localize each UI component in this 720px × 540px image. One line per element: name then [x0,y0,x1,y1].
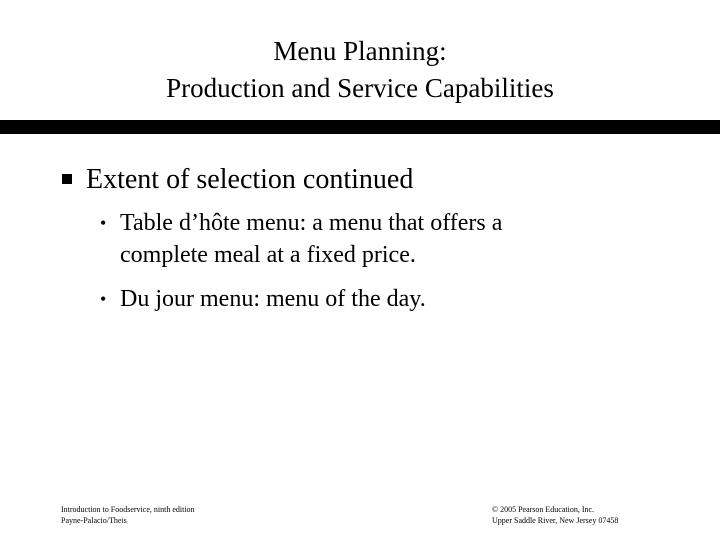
title-divider [0,120,720,134]
square-bullet-icon [62,174,72,184]
sub-bullet-text-line-2: complete meal at a fixed price. [120,242,416,268]
footer-address: Upper Saddle River, New Jersey 07458 [492,516,619,525]
slide-title [0,33,720,107]
main-bullet-text: Extent of selection continued [86,164,414,195]
sub-bullet-text-line-1: Table d’hôte menu: a menu that offers a [120,210,503,236]
slide-title-line-1: Menu Planning: [273,36,447,66]
footer-left [61,504,195,526]
footer-right [492,504,618,526]
round-bullet-icon: • [100,289,107,309]
sub-bullet-du-jour [100,283,426,315]
sub-bullet-text-line-1: Du jour menu: menu of the day. [120,286,426,312]
footer-book-title: Introduction to Foodservice, ninth edition [61,505,195,514]
main-bullet [62,162,413,198]
footer-authors: Payne-Palacio/Theis [61,516,127,525]
slide-title-line-2: Production and Service Capabilities [166,73,554,103]
sub-bullet-table-d-hote [100,207,502,271]
footer-copyright: © 2005 Pearson Education, Inc. [492,505,595,514]
round-bullet-icon: • [100,213,107,233]
